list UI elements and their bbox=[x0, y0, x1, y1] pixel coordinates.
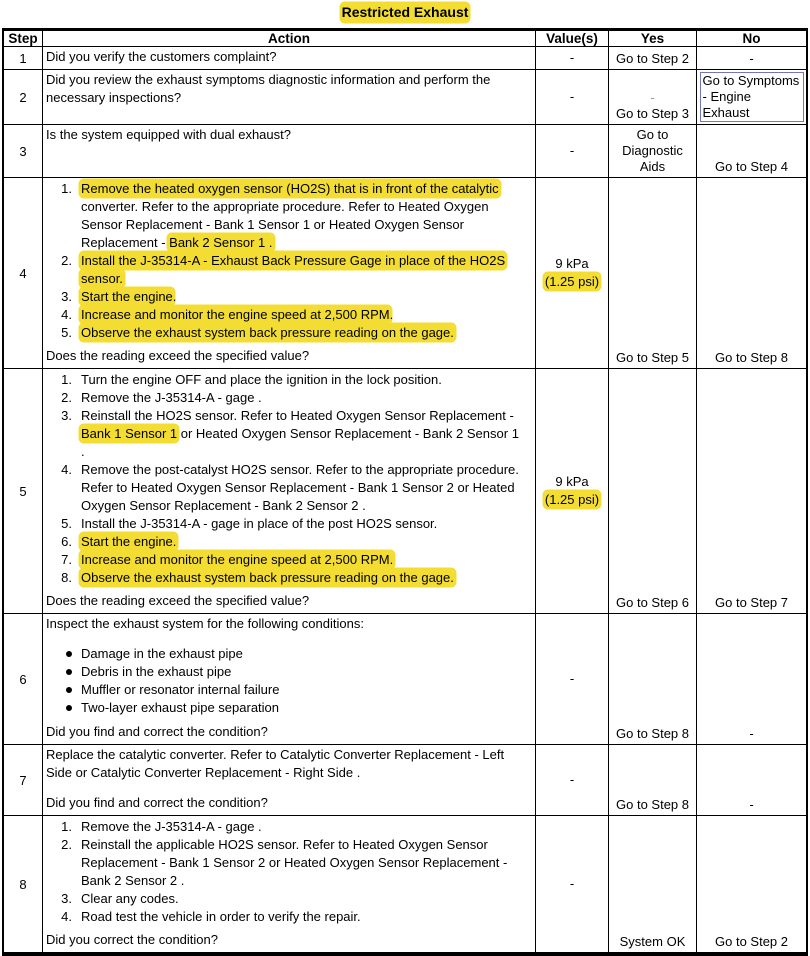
highlighted-text: Remove the heated oxygen sensor (HO2S) that is in front of the catalytic bbox=[81, 181, 499, 196]
yes-text: Go to Step 5 bbox=[616, 350, 689, 365]
list-item-text bbox=[72, 645, 243, 663]
value-line bbox=[570, 88, 574, 106]
no-cell bbox=[697, 816, 806, 952]
yes-cell bbox=[609, 369, 697, 613]
step-cell bbox=[4, 369, 43, 613]
list-item-text bbox=[72, 533, 522, 551]
text: Remove the J-35314-A - gage . bbox=[81, 390, 262, 405]
list-item-text bbox=[72, 569, 522, 587]
highlighted-text: Bank 2 Sensor 1 . bbox=[169, 235, 273, 250]
text: Reinstall the applicable HO2S sensor. Refer to Heated Oxygen Sensor Replacement - Bank 1 Sensor 2 or Heated Oxygen Sensor Replacement - Bank 2 Sensor 2 . bbox=[81, 837, 508, 888]
action-question bbox=[46, 587, 531, 610]
value-cell bbox=[536, 816, 609, 952]
list-item-number: 5. bbox=[61, 325, 72, 340]
highlighted-text: Install the J-35314-A - Exhaust Back Pressure Gage in place of the HO2S sensor. bbox=[81, 253, 506, 286]
step-number: 2 bbox=[19, 89, 27, 105]
no-line bbox=[700, 72, 804, 122]
value-line bbox=[570, 670, 574, 688]
list-item-number: 7. bbox=[61, 552, 72, 567]
no-text: Go to Step 8 bbox=[715, 350, 788, 365]
yes-cell bbox=[609, 816, 697, 952]
list-item bbox=[46, 836, 531, 890]
text: Did you find and correct the condition? bbox=[46, 724, 268, 739]
highlighted-text: Observe the exhaust system back pressure reading on the gage. bbox=[81, 325, 454, 340]
step-cell bbox=[4, 178, 43, 368]
value-text: - bbox=[569, 772, 575, 787]
value-text: 9 kPa bbox=[555, 256, 589, 271]
step-cell bbox=[4, 614, 43, 744]
no-line bbox=[715, 934, 788, 950]
text: Clear any codes. bbox=[81, 891, 179, 906]
bullet-icon bbox=[46, 681, 72, 699]
text: Muffler or resonator internal failure bbox=[81, 682, 280, 697]
yes-line bbox=[616, 51, 689, 67]
list-item-text bbox=[72, 324, 522, 342]
value-line bbox=[555, 255, 588, 273]
list-item-number: 5. bbox=[61, 516, 72, 531]
list-item bbox=[46, 407, 531, 461]
action-cell bbox=[43, 47, 536, 69]
yes-text: Go to Diagnostic Aids bbox=[622, 127, 683, 174]
no-cell bbox=[697, 745, 806, 815]
value-line bbox=[545, 491, 599, 509]
no-cell bbox=[697, 125, 806, 177]
bullet-list bbox=[46, 645, 531, 717]
value-cell bbox=[536, 70, 609, 124]
column-header-action: Action bbox=[43, 31, 536, 46]
symptoms-link[interactable]: Go to Symptoms - Engine Exhaust bbox=[700, 72, 804, 122]
no-text: - bbox=[749, 51, 754, 66]
action-question bbox=[46, 926, 531, 949]
list-item-number: 3. bbox=[61, 891, 72, 906]
no-text: Go to Step 2 bbox=[715, 934, 788, 949]
no-line bbox=[749, 797, 753, 813]
yes-line bbox=[620, 934, 686, 950]
text: Replace the catalytic converter. Refer to Catalytic Converter Replacement - Left Side or Catalytic Converter Replacement - Right Side . bbox=[46, 747, 505, 780]
value-cell bbox=[536, 369, 609, 613]
value-cell bbox=[536, 125, 609, 177]
text: Inspect the exhaust system for the following conditions: bbox=[46, 616, 364, 631]
action-cell bbox=[43, 745, 536, 815]
numbered-list bbox=[46, 370, 531, 587]
list-item bbox=[46, 551, 531, 569]
list-item bbox=[46, 389, 531, 407]
text: Did you verify the customers complaint? bbox=[46, 49, 277, 64]
list-item-text bbox=[72, 515, 522, 533]
text: converter. Refer to the appropriate procedure. Refer to Heated Oxygen Sensor Replacement - Bank 1 Sensor 1 or Heated Oxygen Sensor Replacement - bbox=[81, 199, 489, 250]
list-item bbox=[46, 569, 531, 587]
list-item-number: 2. bbox=[61, 253, 72, 268]
yes-cell bbox=[609, 47, 697, 69]
action-question bbox=[46, 718, 531, 741]
text: or Heated Oxygen Sensor Replacement - Bank 2 Sensor 1 . bbox=[81, 426, 519, 459]
action-paragraph bbox=[46, 126, 531, 144]
table-row bbox=[4, 614, 806, 745]
list-item-text bbox=[72, 908, 522, 926]
yes-cell bbox=[609, 614, 697, 744]
list-item-number: 3. bbox=[61, 408, 72, 423]
text: Install the J-35314-A - gage in place of the post HO2S sensor. bbox=[81, 516, 438, 531]
yes-line bbox=[616, 106, 689, 122]
diagnostic-table bbox=[2, 28, 808, 956]
highlighted-value: (1.25 psi) bbox=[544, 492, 600, 507]
action-paragraph bbox=[46, 746, 531, 782]
value-line bbox=[555, 473, 588, 491]
yes-text: Go to Step 2 bbox=[616, 51, 689, 66]
list-item-text bbox=[72, 551, 522, 569]
value-cell bbox=[536, 178, 609, 368]
text: Did you correct the condition? bbox=[46, 932, 218, 947]
text: Remove the post-catalyst HO2S sensor. Refer to the appropriate procedure. Refer to Heated Oxygen Sensor Replacement - Bank 1 Sensor 2 or Heated Oxygen Sensor Replacement - Bank 2 Sensor 2 . bbox=[81, 462, 519, 513]
yes-cell bbox=[609, 178, 697, 368]
list-item-text bbox=[72, 371, 522, 389]
table-row bbox=[4, 745, 806, 816]
list-item-text bbox=[72, 663, 231, 681]
column-header-yes: Yes bbox=[609, 31, 697, 46]
action-cell bbox=[43, 125, 536, 177]
page-title bbox=[0, 0, 810, 28]
yes-text: Go to Step 3 bbox=[616, 106, 689, 121]
step-cell bbox=[4, 745, 43, 815]
no-line bbox=[715, 595, 788, 611]
list-item-text bbox=[72, 681, 279, 699]
list-item bbox=[46, 890, 531, 908]
table-row bbox=[4, 47, 806, 70]
value-cell bbox=[536, 745, 609, 815]
yes-line bbox=[616, 595, 689, 611]
list-item-text bbox=[72, 836, 522, 890]
column-header-step: Step bbox=[4, 31, 43, 46]
step-number: 4 bbox=[19, 265, 27, 281]
step-number: 1 bbox=[19, 50, 27, 66]
list-item bbox=[46, 533, 531, 551]
list-item bbox=[46, 645, 531, 663]
numbered-list bbox=[46, 817, 531, 926]
list-item-number: 2. bbox=[61, 837, 72, 852]
text: Road test the vehicle in order to verify the repair. bbox=[81, 909, 361, 924]
value-line bbox=[570, 771, 574, 789]
value-cell bbox=[536, 47, 609, 69]
table-row bbox=[4, 178, 806, 369]
action-paragraph bbox=[46, 48, 531, 66]
action-cell bbox=[43, 369, 536, 613]
no-cell bbox=[697, 70, 806, 124]
no-cell bbox=[697, 369, 806, 613]
table-header-row bbox=[4, 31, 806, 47]
action-cell bbox=[43, 816, 536, 952]
value-line bbox=[570, 875, 574, 893]
text: Did you review the exhaust symptoms diagnostic information and perform the necessary inspections? bbox=[46, 72, 491, 105]
table-row bbox=[4, 369, 806, 614]
no-text: - bbox=[749, 726, 754, 741]
step-cell bbox=[4, 125, 43, 177]
yes-cell bbox=[609, 70, 697, 124]
list-item-number: 8. bbox=[61, 570, 72, 585]
yes-line bbox=[650, 90, 654, 106]
list-item-text bbox=[72, 407, 522, 461]
no-cell bbox=[697, 178, 806, 368]
list-item-number: 2. bbox=[61, 390, 72, 405]
list-item-text bbox=[72, 252, 522, 288]
table-row bbox=[4, 70, 806, 125]
highlighted-text: Start the engine. bbox=[81, 534, 177, 549]
highlighted-text: Observe the exhaust system back pressure reading on the gage. bbox=[81, 570, 454, 585]
text: Remove the J-35314-A - gage . bbox=[81, 819, 262, 834]
action-cell bbox=[43, 70, 536, 124]
list-item-number: 1. bbox=[61, 181, 72, 196]
action-paragraph bbox=[46, 71, 531, 107]
step-number: 8 bbox=[19, 876, 27, 892]
action-paragraph bbox=[46, 615, 531, 633]
yes-line bbox=[616, 797, 689, 813]
list-item-number: 3. bbox=[61, 289, 72, 304]
bullet-icon bbox=[46, 663, 72, 681]
column-header-no: No bbox=[742, 31, 761, 46]
highlighted-text: Bank 1 Sensor 1 bbox=[81, 426, 178, 441]
list-item bbox=[46, 288, 531, 306]
yes-line bbox=[616, 350, 689, 366]
bullet-icon bbox=[46, 645, 72, 663]
table-row bbox=[4, 816, 806, 952]
list-item-text bbox=[72, 306, 522, 324]
no-line bbox=[749, 726, 753, 742]
value-line bbox=[570, 49, 574, 67]
value-text: - bbox=[569, 89, 575, 104]
value-text: - bbox=[569, 671, 575, 686]
list-item-number: 4. bbox=[61, 462, 72, 477]
action-cell bbox=[43, 178, 536, 368]
list-item bbox=[46, 515, 531, 533]
numbered-list bbox=[46, 179, 531, 342]
list-item-text bbox=[72, 389, 522, 407]
yes-text: Go to Step 6 bbox=[616, 595, 689, 610]
list-item-number: 1. bbox=[61, 372, 72, 387]
value-text: - bbox=[569, 143, 575, 158]
highlighted-text: Start the engine bbox=[81, 289, 173, 304]
value-text: - bbox=[569, 876, 575, 891]
table-row bbox=[4, 125, 806, 178]
yes-cell bbox=[609, 125, 697, 177]
text: Did you find and correct the condition? bbox=[46, 795, 268, 810]
list-item bbox=[46, 180, 531, 252]
list-item bbox=[46, 306, 531, 324]
highlighted-value: (1.25 psi) bbox=[544, 274, 600, 289]
list-item bbox=[46, 699, 531, 717]
yes-text: Go to Step 8 bbox=[616, 797, 689, 812]
text: Does the reading exceed the specified value? bbox=[46, 593, 310, 608]
text: Two-layer exhaust pipe separation bbox=[81, 700, 280, 715]
list-item-number: 6. bbox=[61, 534, 72, 549]
list-item-text bbox=[72, 461, 522, 515]
step-number: 6 bbox=[19, 671, 27, 687]
highlighted-text: Increase and monitor the engine speed at 2,500 RPM bbox=[81, 307, 390, 322]
list-item-number: 4. bbox=[61, 909, 72, 924]
text: . bbox=[389, 307, 394, 322]
text: Reinstall the HO2S sensor. Refer to Heated Oxygen Sensor Replacement - bbox=[81, 408, 514, 423]
value-line bbox=[545, 273, 599, 291]
step-number: 3 bbox=[19, 143, 27, 159]
text: Is the system equipped with dual exhaust? bbox=[46, 127, 291, 142]
action-question bbox=[46, 342, 531, 365]
list-item bbox=[46, 681, 531, 699]
step-cell bbox=[4, 816, 43, 952]
list-item-text bbox=[72, 890, 522, 908]
list-item bbox=[46, 371, 531, 389]
list-item-text bbox=[72, 180, 522, 252]
no-line bbox=[715, 159, 788, 175]
no-text: - bbox=[749, 797, 754, 812]
yes-text: Go to Step 8 bbox=[616, 726, 689, 741]
list-item bbox=[46, 663, 531, 681]
step-cell bbox=[4, 70, 43, 124]
list-item bbox=[46, 324, 531, 342]
step-number: 5 bbox=[19, 483, 27, 499]
action-cell bbox=[43, 614, 536, 744]
list-item bbox=[46, 252, 531, 288]
step-number: 7 bbox=[19, 772, 27, 788]
value-line bbox=[570, 142, 574, 160]
list-item bbox=[46, 461, 531, 515]
no-cell bbox=[697, 614, 806, 744]
text: Debris in the exhaust pipe bbox=[81, 664, 232, 679]
value-text: - bbox=[569, 50, 575, 65]
value-cell bbox=[536, 614, 609, 744]
list-item-text bbox=[72, 818, 522, 836]
no-line bbox=[715, 350, 788, 366]
list-item bbox=[46, 908, 531, 926]
yes-line bbox=[610, 127, 695, 175]
text: Damage in the exhaust pipe bbox=[81, 646, 243, 661]
list-item-number: 1. bbox=[61, 819, 72, 834]
yes-cell bbox=[609, 745, 697, 815]
yes-line bbox=[616, 726, 689, 742]
page-title-text: Restricted Exhaust bbox=[341, 4, 469, 20]
no-text: Go to Step 4 bbox=[715, 159, 788, 174]
list-item-number: 4. bbox=[61, 307, 72, 322]
text: Turn the engine OFF and place the ignition in the lock position. bbox=[81, 372, 442, 387]
text: Does the reading exceed the specified value? bbox=[46, 348, 310, 363]
list-item-text bbox=[72, 699, 279, 717]
yes-text: - bbox=[650, 90, 655, 105]
no-line bbox=[749, 51, 753, 67]
no-cell bbox=[697, 47, 806, 69]
value-text: 9 kPa bbox=[555, 474, 589, 489]
column-header-values: Value(s) bbox=[536, 31, 609, 46]
highlighted-text: Increase and monitor the engine speed at 2,500 RPM. bbox=[81, 552, 394, 567]
bullet-icon bbox=[46, 699, 72, 717]
action-question bbox=[46, 789, 531, 812]
list-item-text bbox=[72, 288, 522, 306]
text: . bbox=[172, 289, 177, 304]
list-item bbox=[46, 818, 531, 836]
no-text: Go to Step 7 bbox=[715, 595, 788, 610]
yes-text: System OK bbox=[619, 934, 686, 949]
step-cell bbox=[4, 47, 43, 69]
